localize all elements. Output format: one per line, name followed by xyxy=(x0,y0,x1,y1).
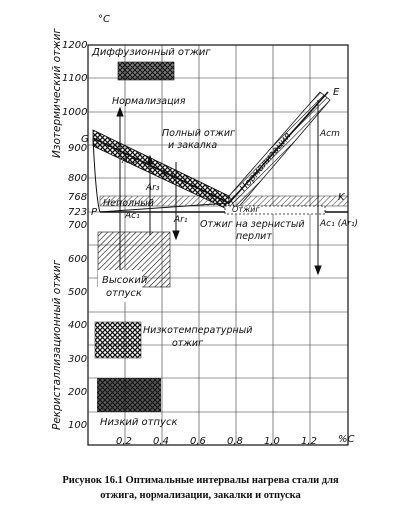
figure-caption-line-2: отжига, нормализации, закалки и отпуска xyxy=(100,490,301,501)
x-tick: 1,2 xyxy=(301,436,317,447)
y-tick: 1100 xyxy=(62,73,88,84)
full-anneal-label-1: Полный отжиг xyxy=(162,128,236,139)
y-tick: 723 xyxy=(68,207,88,218)
y-tick: 300 xyxy=(68,354,88,365)
y-tick: 900 xyxy=(68,143,88,154)
x-tick: 0,4 xyxy=(153,436,169,447)
ac3-label: Ac₃ xyxy=(122,156,137,166)
full-anneal-label-2: и закалка xyxy=(168,140,218,151)
low-temper-label: Низкий отпуск xyxy=(100,417,178,428)
x-unit-label: %C xyxy=(338,434,355,445)
recrystallization-anneal-side-label: Рекристаллизационный отжиг xyxy=(51,259,63,430)
y-tick: 800 xyxy=(68,173,88,184)
diffusion-anneal-label: Диффузионный отжиг xyxy=(92,47,211,58)
ac1-ar1-label: Ac₁ (Ar₁) xyxy=(320,219,359,229)
x-tick: 1,0 xyxy=(264,436,280,447)
normalization-right-label: Нормализация xyxy=(237,130,294,194)
ar3-upper-label: Ar₃ xyxy=(160,169,174,179)
incomplete-anneal-label: Неполный xyxy=(103,198,154,209)
x-tick: 0,2 xyxy=(116,436,132,447)
y-tick: 100 xyxy=(68,420,88,431)
anneal-label: Отжиг xyxy=(232,205,260,214)
ar1-label: Ar₁ xyxy=(174,215,188,225)
y-tick-labels xyxy=(62,40,87,431)
point-g-label: G xyxy=(81,134,89,145)
point-p-label: P xyxy=(91,207,98,218)
low-temp-anneal-label-1: Низкотемпературный xyxy=(143,325,253,336)
acm-label: Acm xyxy=(320,129,340,139)
point-k-label: K xyxy=(338,192,345,203)
y-tick: 1200 xyxy=(62,40,88,51)
spheroid-anneal-label-1: Отжиг на зернистый xyxy=(200,219,305,230)
figure-caption-line-1: Рисунок 16.1 Оптимальные интервалы нагрева стали для xyxy=(62,475,339,486)
low-temper-texture xyxy=(97,378,161,412)
y-tick: 600 xyxy=(68,254,88,265)
isothermal-anneal-side-label: Изотермический отжиг xyxy=(51,28,63,158)
x-tick: 0,6 xyxy=(190,436,206,447)
y-tick: 1000 xyxy=(62,107,88,118)
low-temp-anneal-zone xyxy=(95,322,141,358)
y-tick: 400 xyxy=(68,320,88,331)
low-temp-anneal-label-2: отжиг xyxy=(172,338,204,349)
y-tick: 500 xyxy=(68,287,88,298)
ac1-label: Ac₁ xyxy=(125,211,140,221)
y-unit-label: °C xyxy=(98,14,110,25)
ar3-label: Ar₃ xyxy=(146,183,160,193)
normalization-left-label: Нормализация xyxy=(112,96,186,107)
diffusion-anneal-fill xyxy=(118,62,174,80)
high-temper-label-2: отпуск xyxy=(106,288,142,299)
spheroid-anneal-label-2: перлит xyxy=(236,231,272,242)
x-tick: 0,8 xyxy=(227,436,243,447)
high-temper-label-1: Высокий xyxy=(102,275,148,286)
y-tick: 200 xyxy=(68,387,88,398)
point-e-label: E xyxy=(333,87,340,98)
y-tick: 700 xyxy=(68,220,88,231)
y-tick: 768 xyxy=(68,192,88,203)
